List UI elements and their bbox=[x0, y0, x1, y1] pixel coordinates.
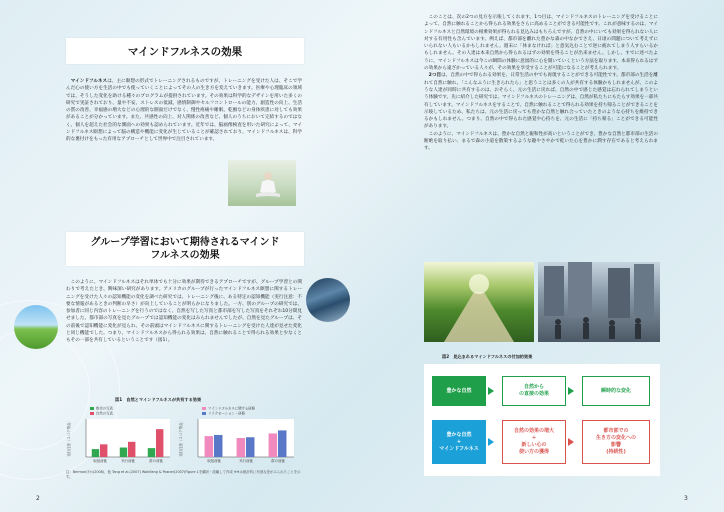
legend-entry: マインドフルネスに関する研修 bbox=[208, 406, 256, 411]
diagram-box-nature bbox=[432, 376, 486, 406]
x-tick-label: 実行前後 bbox=[239, 459, 253, 463]
legend-entry: 自然の写真 bbox=[96, 411, 113, 416]
legend-entry: 都市の写真 bbox=[96, 406, 113, 411]
paragraph-text: このように、マインドフルネスは、豊かな自然と親和性が高いということができ、豊かな自然と都市部の生活の断絶を取り払い、まるで森の小道を散策するような趣やさやかで乾いた心を豊かに潤す存在であると考えられます。 bbox=[424, 131, 658, 152]
arrow-right-icon bbox=[488, 438, 494, 446]
bar bbox=[205, 436, 213, 457]
x-tick-label: 群の前後 bbox=[149, 459, 163, 463]
figure1-note: 注：Bermanほか(2008)、他 Tang et al.(2007) Wohlfang & Posner(2007)Figure 1を翻訳・改編して作成 ※※は統計的に有意な差がみられたことを示す。 bbox=[66, 470, 301, 479]
bar bbox=[100, 444, 107, 457]
paragraph-text: は、自然の中で得られる効果を、日常生活の中でも再現することができる可能性です。都市部の生活を離れて自然に触れ、「こんなふうに生きられたら」と思うことは多くの人が共有する体験かもしれませんが、このような人達が同時に共有するのは、おそらく、元の生活に戻れば、自然の中で感じた感覚は忘れられてしまうという体験です。先に紹介した研究では、マインドフルネスのトレーニングは、自然が私たちにもたらす効果を一部共有しています。マインドフルネスをすることで、自然に触れることで得られる効果を持ち帰ることができることを示唆しているため、私たちは、元の生活に戻っても豊かな自然と触れ合っていたときのような心持ちを維持できるかもしれません。つまり、自然の中で得られた感覚や心持ちを、元の生活に「持ち帰る」ことができる可能性があります。 bbox=[424, 73, 659, 130]
diagram-box-direct-effect bbox=[502, 376, 566, 406]
arrow-right-icon bbox=[568, 438, 574, 446]
chart-mindfulness-vs-relaxation bbox=[178, 405, 298, 467]
city-crowd-photo bbox=[538, 262, 660, 342]
bar bbox=[269, 433, 277, 457]
arrow-right-icon bbox=[568, 387, 574, 395]
diagram-text: 瞬時的な変化 bbox=[600, 387, 631, 394]
diagram-text: 都市部での 生き方の変化への 影響 (持続性) bbox=[595, 428, 636, 455]
meditation-photo bbox=[228, 160, 296, 206]
legend-swatch bbox=[90, 407, 94, 410]
bar bbox=[246, 437, 254, 457]
paragraph-text: このように、マインドフルネスはそれ単体でも十分に効果が期待できるアプローチですが、グループ学習との関わりで考えたとき、興味深い研究があります。アメリカのグループが行ったマインドフルネス瞑想に関するトレーニングを受けた人々の認知機能の変化を調べた研究では、トレーニング後に、ある特定の認知機能（実行注意：不要な情報があるときの判断の早さ）が向上していることが明らかになりました。一方、別のグループの研究では、参加者に同じ内容のトレーニングを行うのではなく、自然を写した写真と都市部を写した写真をそれぞれ10分間見せました。都市部の写真を見たグループでは認知機能の変化はみられませんでしたが、自然を見たグループは、その前後で認知機能に変化が見られ、その前頭はマインドフルネスに関するトレーニングを受けた人達が見せた変化と同じ機能でした。つまり、マインドフルネスから得られる効果は、自然に触れることで得られる効果と少なくともその一部を共有しているということです（図1）。 bbox=[66, 280, 302, 344]
x-tick-label: 群の前後 bbox=[271, 459, 285, 463]
section-heading-mindfulness-effects: マインドフルネスの効果 bbox=[66, 38, 304, 64]
diagram-box-enhanced-effect bbox=[502, 420, 566, 464]
grass-sky-circle-photo bbox=[14, 305, 58, 349]
x-tick-label: 実行前後 bbox=[121, 459, 135, 463]
right-page bbox=[362, 0, 724, 512]
chart-nature-vs-city bbox=[66, 405, 174, 467]
paragraph-text: は、主に瞑想の形式でトレーニングされるものですが、トレーニングを受けた人は、そこで学んだ心の使い方を生活の中でも使っていくことによってその人の生き方を変えていきます。医療や心理臨床の領域では、そうした変化を助ける種々のプログラムが提供されています。その効果は科学的なデザインを用いた多くの研究で実証されており、量や不安、ストレスの低減、感情制御やセルフコントロールの能力、創造性の向上、生活の質の改善、幸福感の増大などの心理的な側面だけでなく、慢性疼痛や睡眠、乾癬などの身体疾患に対しても効果があることが分かっています。また、共感性の向上、対人関係の改善など、個人のうちにおいて完結するのではなく、個人を超えた社会的な側面への効果も認められています。近年では、脳画像検査を用いた研究によって、マインドフルネス瞑想によって脳の構造や機能に変化が生じていることが確認されており、マインドフルネスは、科学的な裏付けをもった有用なアプローチとして世界中で注目されています。 bbox=[66, 79, 303, 143]
diagram-additional-effects bbox=[424, 364, 660, 476]
section-heading-group-learning: グループ学習において期待されるマインドフルネスの効果 bbox=[66, 232, 304, 266]
figure1-caption: 図1 自然とマインドフルネスが共有する効果 bbox=[115, 397, 202, 402]
figure2-caption: 図2 見込まれるマインドフルネスの付加的効果 bbox=[442, 354, 533, 359]
legend-swatch bbox=[202, 412, 206, 415]
bar bbox=[237, 438, 245, 457]
bar bbox=[92, 449, 99, 457]
x-tick-label: 取組前後 bbox=[93, 459, 107, 463]
bar bbox=[120, 448, 127, 458]
page-number: 2 bbox=[36, 495, 40, 502]
diagram-box-temporary-change bbox=[582, 376, 650, 406]
bar bbox=[148, 448, 155, 457]
bar bbox=[214, 435, 222, 457]
city-buildings-circle-photo bbox=[306, 278, 350, 322]
bar bbox=[128, 442, 135, 457]
legend-swatch bbox=[202, 407, 206, 410]
diagram-box-nature-plus-mindfulness bbox=[432, 420, 486, 464]
term-second-point: 2つ目 bbox=[428, 73, 442, 79]
x-tick-label: 取組前後 bbox=[207, 459, 221, 463]
diagram-text: 豊かな自然 + マインドフルネス bbox=[439, 431, 479, 452]
term-mindfulness: マインドフルネス bbox=[70, 79, 108, 84]
page-number: 3 bbox=[684, 495, 688, 502]
bar bbox=[156, 429, 163, 457]
diagram-text: 豊かな自然 bbox=[446, 387, 472, 394]
legend-entry: リラクゼーション・研修 bbox=[208, 411, 246, 416]
paragraph-group-learning bbox=[66, 279, 302, 345]
forest-path-photo bbox=[424, 262, 534, 342]
diagram-text: 自然から の直接の効果 bbox=[518, 384, 549, 397]
legend-swatch bbox=[90, 412, 94, 415]
paragraph-text: このことは、次の2つの見方を示唆してくれます。1つ目は、マインドフルネスのトレーニングを受けることによって、自然に触れることから得られる効果をさらに高めることができる可能性です。これが意味するのは、マインドフルネスと自然環境の相乗効果が得られる見込みはもちろんですが、自然の中にいても効果を得られない人に対する有用性も含んでいます。例えば、都市部を離れた豊かな森の中なかでさえ、日頃の問題について考えずにいられない人もいるかもしれません。週末に「休まなければ」と意気込むことで逆に疲れてしまう人すらいるかもしれません。その人達は本来自然から得られるはずの効果を得ることが出来ません。しかし、すでに述べたように、マインドフルネスは今この瞬間の体験に意図的に心を開いていくという方法を取ります。本来得られるはずの効果から遠ざかっている人々が、その効果を享受することが可能になることが考えられます。 bbox=[424, 15, 658, 72]
paragraph-two-perspectives bbox=[424, 14, 658, 153]
diagram-text: 自然の効果の増大 + 新しい心の 使い方の獲得 bbox=[513, 428, 554, 455]
paragraph-mindfulness-effects bbox=[66, 78, 302, 144]
arrow-right-icon bbox=[488, 387, 494, 395]
y-axis-label: 実行注意（スコア得点） bbox=[179, 419, 183, 457]
diagram-box-lasting-change bbox=[582, 420, 650, 464]
bar bbox=[278, 430, 286, 457]
y-axis-label: 実行注意（スコア得点） bbox=[67, 419, 71, 457]
